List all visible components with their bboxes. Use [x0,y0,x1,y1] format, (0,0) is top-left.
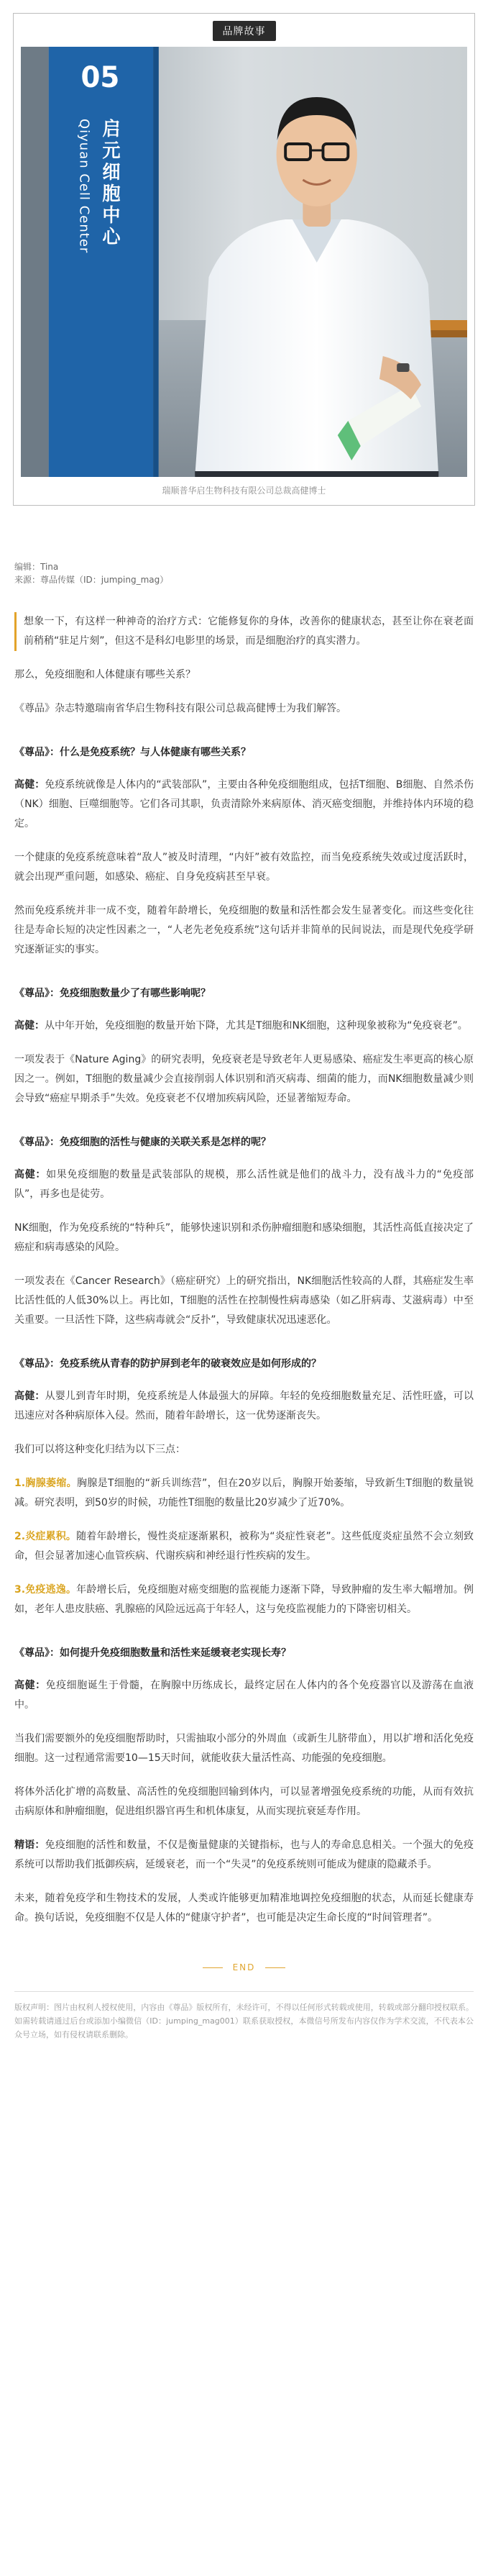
intro-paragraph: 那么，免疫细胞和人体健康有哪些关系？ [14,669,195,681]
point-label: 2.炎症累积。 [14,1531,77,1542]
answer-text: 免疫系统就像是人体内的“武装部队”，主要由各种免疫细胞组成，包括T细胞、B细胞、自然杀伤（NK）细胞、巨噬细胞等。它们各司其职，负责清除外来病原体、消灭癌变细胞，并维持体内环境的稳定。 [14,779,474,829]
end-marker [14,1962,474,1972]
point-paragraph [14,1527,474,1566]
conclusion-label: 精语： [14,1839,45,1851]
answer-paragraph: 一项发表于《Nature Aging》的研究表明，免疫衰老是导致老年人更易感染、癌症发生率更高的核心原因之一。例如，T细胞的数量减少会直接削弱人体识别和消灭病毒、细菌的能力，而NK细胞数量减少则会导致“癌症早期杀手”失效。免疫衰老不仅增加疾病风险，还显著缩短寿命。 [14,1054,474,1104]
conclusion-paragraph [14,1836,474,1875]
question-heading: 《尊品》：免疫系统从青春的防护屏到老年的破衰效应是如何形成的？ [14,1358,321,1370]
end-text: END [232,1962,256,1972]
point-text: 胸腺是T细胞的“新兵训练营”，但在20岁以后，胸腺开始萎缩，导致新生T细胞的数量锐减。研究表明，到50岁的时候，功能性T细胞的数量比20岁减少了近70%。 [14,1478,474,1508]
question-heading: 《尊品》：免疫细胞数量少了有哪些影响呢？ [14,988,211,999]
answer-paragraph: 我们可以将这种变化归结为以下三点： [14,1444,185,1455]
speaker-label: 高健： [14,1391,45,1402]
svg-text:05: 05 [80,60,120,95]
conclusion-text: 免疫细胞的活性和数量，不仅是衡量健康的关键指标，也与人的寿命息息相关。一个强大的免疫系统可以帮助我们抵御疾病，延缓衰老，而一个“失灵”的免疫系统则可能成为健康的隐藏杀手。 [14,1839,474,1870]
editor-line: 编辑：Tina [14,562,59,572]
intro-paragraph: 《尊品》杂志特邀瑞南省华启生物科技有限公司总裁高健博士为我们解答。 [14,703,346,714]
svg-text:Qiyuan Cell Center: Qiyuan Cell Center [76,119,91,254]
question-heading: 《尊品》：如何提升免疫细胞数量和活性来延缓衰老实现长寿？ [14,1647,291,1659]
article-page [0,13,488,2042]
answer-paragraph: 当我们需要额外的免疫细胞帮助时，只需抽取小部分的外周血（或新生儿脐带血），用以扩增和活化免疫细胞。这一过程通常需要10—15天时间，就能收获大量活性高、功能强的免疫细胞。 [14,1733,474,1764]
lead-paragraph: 想象一下，有这样一种神奇的治疗方式：它能修复你的身体，改善你的健康状态，甚至让你在衰老面前稍稍“驻足片刻”，但这不是科幻电影里的场景，而是细胞治疗的真实潜力。 [14,612,474,651]
answer-paragraph: 将体外活化扩增的高数量、高活性的免疫细胞回输到体内，可以显著增强免疫系统的功能，从而有效抗击病原体和肿瘤细胞，促进组织器官再生和机体康复，从而实现抗衰延寿作用。 [14,1786,474,1817]
answer-text: 从婴儿到青年时期，免疫系统是人体最强大的屏障。年轻的免疫细胞数量充足、活性旺盛，可以迅速应对各种病原体入侵。然而，随着年龄增长，这一优势逐渐丧失。 [14,1391,474,1421]
end-divider-right [265,1967,285,1968]
question-heading: 《尊品》：免疫细胞的活性与健康的关联关系是怎样的呢？ [14,1137,271,1148]
answer-paragraph: 一项发表在《Cancer Research》（癌症研究）上的研究指出，NK细胞活性较高的人群，其癌症发生率比活性低的人低30%以上。再比如，T细胞的活性在控制慢性病毒感染（如乙肝病毒、艾滋病毒）中至关重要。一旦活性下降，这些病毒就会“反扑”，导致健康状况迅速恶化。 [14,1275,474,1326]
article-meta [0,506,488,586]
speaker-label: 高健： [14,1169,47,1180]
answer-paragraph: 然而免疫系统并非一成不变，随着年龄增长，免疫细胞的数量和活性都会发生显著变化。而这些变化往往是寿命长短的决定性因素之一，“人老先老免疫系统”这句话并非简单的民间说法，而是现代免疫学研究逐渐证实的事实。 [14,905,474,955]
portrait-photo [21,47,467,477]
speaker-label: 高健： [14,1680,46,1691]
hero-frame [13,13,475,506]
point-label: 1.胸腺萎缩。 [14,1478,77,1489]
speaker-label: 高健： [14,1020,45,1032]
answer-text: 从中年开始，免疫细胞的数量开始下降，尤其是T细胞和NK细胞，这种现象被称为“免疫衰老”。 [45,1020,468,1032]
point-label: 3.免疫逃逸。 [14,1584,77,1596]
answer-paragraph [14,1016,474,1036]
speaker-label: 高健： [14,779,45,791]
point-paragraph [14,1580,474,1619]
answer-paragraph: NK细胞，作为免疫系统的“特种兵”，能够快速识别和杀伤肿瘤细胞和感染细胞，其活性高低直接决定了癌症和病毒感染的风险。 [14,1222,474,1253]
point-text: 随着年龄增长，慢性炎症逐渐累积，被称为“炎症性衰老”。这些低度炎症虽然不会立刻致命，但会显著加速心血管疾病、代谢疾病和神经退行性疾病的发生。 [14,1531,474,1562]
tag-wrap [21,21,467,41]
article-body [0,586,488,1972]
answer-paragraph [14,1676,474,1715]
brand-story-tag: 品牌故事 [213,21,276,41]
photo-caption: 瑞顺普华启生物科技有限公司总裁高健博士 [162,486,326,496]
source-line: 来源：尊品传媒（ID：jumping_mag） [14,575,169,585]
answer-text: 如果免疫细胞的数量是武装部队的规模，那么活性就是他们的战斗力，没有战斗力的“免疫部队”，再多也是徒劳。 [14,1169,474,1200]
closing-paragraph: 未来，随着免疫学和生物技术的发展，人类或许能够更加精准地调控免疫细胞的状态，从而延长健康寿命。换句话说，免疫细胞不仅是人体的“健康守护者”，也可能是决定生命长度的“时间管理者”。 [14,1893,474,1924]
copyright-notice: 版权声明：图片由权利人授权使用，内容由《尊品》版权所有，未经许可，不得以任何形式转载或使用，转载或部分翻印授权联系。如需转载请通过后台或添加小编微信（ID：jumping_mag001）联系获取授权，本微信号所发布内容仅作为学术交流，不代表本公众号立场，如有侵权请联系删除。 [14,1991,474,2042]
point-paragraph [14,1474,474,1513]
end-divider-left [203,1967,223,1968]
blue-sign-panel [49,47,153,477]
answer-text: 免疫细胞诞生于骨髓，在胸腺中历练成长，最终定居在人体内的各个免疫器官以及游荡在血液中。 [14,1680,474,1711]
point-text: 年龄增长后，免疫细胞对癌变细胞的监视能力逐渐下降，导致肿瘤的发生率大幅增加。例如，老年人患皮肤癌、乳腺癌的风险远远高于年轻人，这与免疫监视能力的下降密切相关。 [14,1584,474,1615]
svg-text:启元细胞中心: 启元细胞中心 [99,119,121,248]
answer-paragraph [14,1165,474,1204]
question-heading: 《尊品》：什么是免疫系统？与人体健康有哪些关系？ [14,747,251,758]
answer-paragraph [14,1387,474,1426]
answer-paragraph [14,775,474,834]
answer-paragraph: 一个健康的免疫系统意味着“敌人”被及时清理，“内奸”被有效监控，而当免疫系统失效或过度活跃时，就会出现严重问题，如感染、癌症、自身免疫病甚至早衰。 [14,852,474,883]
